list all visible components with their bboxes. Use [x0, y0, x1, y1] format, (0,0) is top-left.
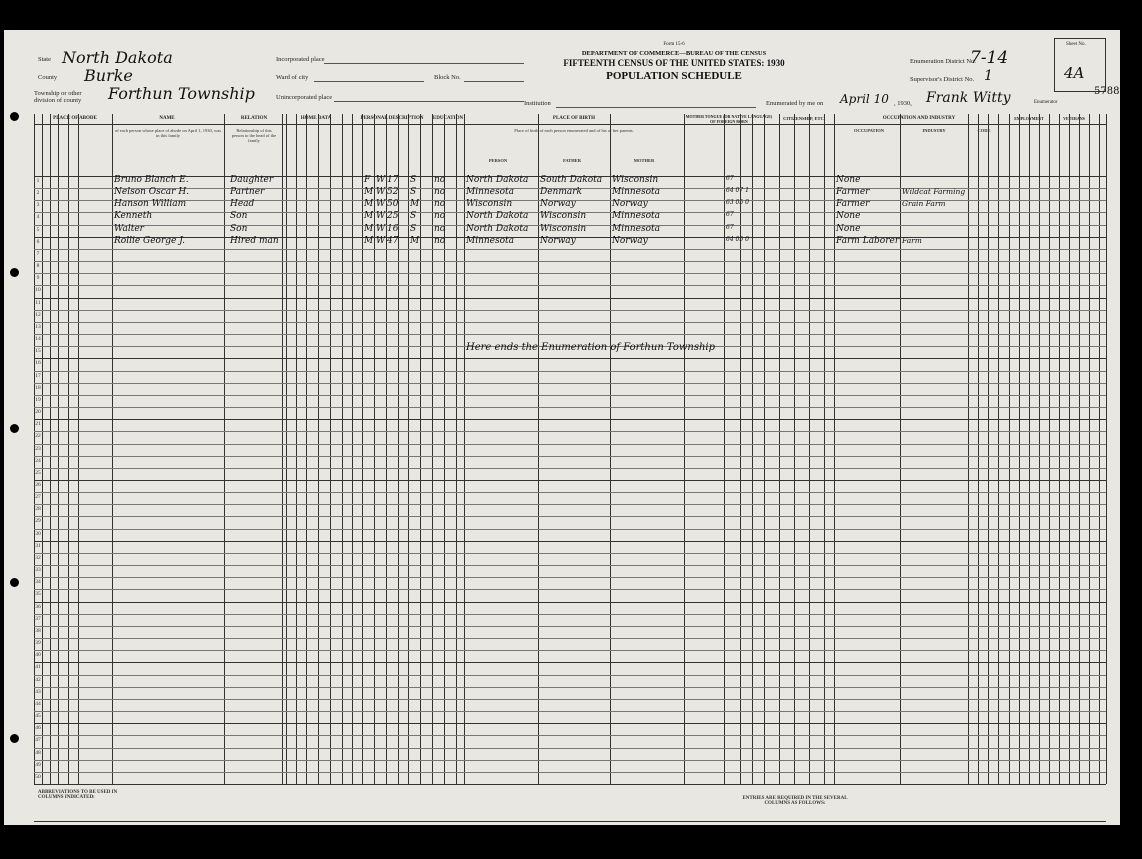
grid-row-line [34, 480, 1106, 481]
grid-column-line [1029, 114, 1030, 784]
row-number: 16 [35, 360, 41, 367]
grid-column-line [282, 114, 283, 784]
grid-column-line [464, 114, 465, 784]
row-number: 33 [35, 567, 41, 574]
grid-column-line [809, 114, 810, 784]
grid-column-line [610, 114, 611, 784]
form-number: Form 15-6 [663, 42, 685, 47]
row-number: 6 [36, 238, 40, 245]
row-number: 4 [36, 214, 40, 221]
grid-column-line [374, 114, 375, 784]
entry-age: 17 [387, 175, 399, 185]
col-mother: MOTHER [633, 158, 655, 163]
grid-row-line [34, 310, 1106, 311]
grid-row-line [34, 650, 1106, 651]
punch-hole [10, 112, 19, 121]
row-number: 19 [35, 396, 41, 403]
row-number: 50 [35, 773, 41, 780]
grid-row-line [34, 407, 1106, 408]
grid-row-line [34, 699, 1106, 700]
county-value: Burke [84, 66, 133, 85]
grid-column-line [1039, 114, 1040, 784]
grid-row-line [34, 626, 1106, 627]
grid-row-line [34, 431, 1106, 432]
grid-column-line [352, 114, 353, 784]
grid-row-line [34, 492, 1106, 493]
entry-relation: Head [230, 199, 255, 210]
page-stamp: 5788 [1094, 86, 1120, 97]
county-label: County [38, 74, 58, 81]
grid-column-line [988, 114, 989, 784]
grid-column-line [420, 114, 421, 784]
group-name: NAME [159, 116, 175, 121]
entry-father-birth: Wisconsin [540, 211, 587, 222]
entry-occupation: None [836, 223, 861, 234]
entry-age: 52 [387, 187, 399, 198]
row-number: 31 [35, 542, 41, 549]
grid-row-line [34, 687, 1106, 688]
row-number: 2 [36, 190, 40, 197]
entry-occupation: Farmer [836, 187, 870, 198]
entry-age: 25 [387, 211, 399, 222]
col-father: FATHER [562, 158, 582, 163]
grid-row-line [34, 334, 1106, 335]
department: DEPARTMENT OF COMMERCE—BUREAU OF THE CENSUS [581, 50, 767, 57]
row-number: 36 [35, 603, 41, 610]
grid-column-line [1009, 114, 1010, 784]
col-occupation: OCCUPATION [853, 128, 885, 133]
grid-row-line [34, 772, 1106, 773]
entry-sex: M [364, 211, 374, 222]
entry-race: W [376, 175, 386, 185]
grid-column-line [978, 114, 979, 784]
grid-column-line [998, 114, 999, 784]
grid-row-line [34, 395, 1106, 396]
sheet-value: 4A [1064, 64, 1085, 82]
entry-school: no [434, 175, 446, 185]
grid-row-line [34, 371, 1106, 372]
grid-column-line [740, 114, 741, 784]
entry-sex: M [364, 187, 374, 198]
state-value: North Dakota [62, 48, 173, 67]
grid-row-line [34, 444, 1106, 445]
grid-row-line [34, 504, 1106, 505]
group-personal: PERSONAL DESCRIPTION [360, 116, 424, 121]
relation-desc: Relationship of this person to the head of the family [231, 128, 277, 143]
schedule-title: POPULATION SCHEDULE [606, 70, 742, 82]
grid-column-line [362, 114, 363, 784]
group-education: EDUCATION [432, 116, 464, 121]
birth-desc: Place of birth of each person enumerated and of his or her parents. [514, 128, 634, 133]
grid-row-line [34, 273, 1106, 274]
entry-occupation: Farmer [836, 199, 870, 210]
row-number: 48 [35, 749, 41, 756]
entry-sex: M [364, 235, 374, 246]
grid-row-line [34, 602, 1106, 603]
row-number: 45 [35, 713, 41, 720]
enum-district-value: 7-14 [970, 48, 1009, 68]
township-value: Forthun Township [108, 84, 255, 103]
col-person: PERSON [488, 158, 508, 163]
row-number: 21 [35, 421, 41, 428]
row-number: 10 [35, 287, 41, 294]
entry-relation: Son [230, 223, 248, 234]
incorporated-label: Incorporated place [276, 56, 325, 63]
year-suffix: , 1930, [894, 100, 912, 107]
entry-relation: Hired man [230, 235, 279, 246]
grid-column-line [286, 114, 287, 784]
row-number: 1 [36, 178, 40, 184]
row-number: 28 [35, 506, 41, 513]
enumerator-suffix: Enumerator [1034, 100, 1058, 105]
state-label: State [38, 56, 51, 63]
entry-father-birth: South Dakota [540, 175, 603, 185]
grid-column-line [1079, 114, 1080, 784]
row-number: 23 [35, 445, 41, 452]
group-birth: PLACE OF BIRTH [552, 116, 596, 121]
grid-column-line [330, 114, 331, 784]
row-number: 15 [35, 348, 41, 355]
grid-row-line [34, 662, 1106, 663]
entry-mother-birth: Norway [612, 199, 648, 210]
entry-school: no [434, 223, 446, 234]
entry-name: Kenneth [114, 211, 153, 222]
block-label: Block No. [434, 74, 461, 81]
entry-mother-birth: Norway [612, 235, 648, 246]
entry-mother-birth: Wisconsin [612, 175, 659, 185]
row-number: 34 [35, 579, 41, 586]
entry-industry: Wildcat Farming [902, 187, 966, 197]
grid-column-line [1059, 114, 1060, 784]
entry-race: W [376, 187, 386, 198]
entry-school: no [434, 211, 446, 222]
row-number: 12 [35, 311, 41, 318]
row-number: 47 [35, 737, 41, 744]
row-number: 7 [36, 250, 40, 257]
entry-age: 50 [387, 199, 399, 210]
row-number: 8 [36, 263, 40, 270]
group-employment: EMPLOYMENT [1014, 116, 1044, 121]
row-number: 5 [36, 226, 40, 233]
col-industry: INDUSTRY [922, 128, 946, 133]
punch-hole [10, 578, 19, 587]
unincorporated-label: Unincorporated place [276, 94, 333, 101]
punch-hole [10, 268, 19, 277]
grid-column-line [684, 114, 685, 784]
group-home-data: HOME DATA [300, 116, 332, 121]
row-number: 44 [35, 700, 41, 707]
sheet-label: Sheet No. [1066, 42, 1086, 47]
grid-row-line [34, 249, 1106, 250]
entry-race: W [376, 211, 386, 222]
entry-race: W [376, 235, 386, 246]
entry-relation: Son [230, 211, 248, 222]
grid-column-line [456, 114, 457, 784]
enumerated-label: Enumerated by me on [766, 100, 824, 107]
grid-column-line [968, 114, 969, 784]
entry-marital: S [410, 223, 417, 234]
entry-marital: M [410, 199, 420, 210]
entry-marital: S [410, 211, 417, 222]
grid-column-line [306, 114, 307, 784]
punch-hole [10, 734, 19, 743]
entry-father-birth: Denmark [540, 187, 582, 198]
entry-code: 63 05 0 [726, 199, 749, 207]
grid-row-line [34, 298, 1106, 299]
footer-entries: ENTRIES ARE REQUIRED IN THE SEVERAL COLUMNS AS FOLLOWS: [742, 796, 848, 806]
row-number: 29 [35, 518, 41, 525]
entry-relation: Partner [230, 187, 265, 198]
entry-father-birth: Norway [540, 199, 576, 210]
supervisor-label: Supervisor's District No. [910, 76, 975, 83]
row-number: 30 [35, 530, 41, 537]
entry-school: no [434, 187, 446, 198]
entry-occupation: None [836, 211, 861, 222]
row-number: 14 [35, 336, 41, 343]
census-sheet [4, 30, 1120, 825]
entry-age: 16 [387, 223, 399, 234]
grid-row-line [34, 748, 1106, 749]
row-number: 42 [35, 676, 41, 683]
entry-father-birth: Wisconsin [540, 223, 587, 234]
entry-industry: Grain Farm [902, 199, 946, 209]
grid-row-line [34, 589, 1106, 590]
entry-birth: Wisconsin [466, 199, 513, 210]
grid-column-line [1106, 114, 1107, 784]
grid-column-line [900, 114, 901, 784]
entry-birth: Minnesota [466, 187, 515, 198]
grid-row-line [34, 760, 1106, 761]
grid-column-line [1019, 114, 1020, 784]
grid-row-line [34, 711, 1106, 712]
entry-code: 67 [726, 175, 734, 182]
row-number: 40 [35, 652, 41, 659]
name-desc: of each person whose place of abode on April 1, 1930, was in this family [114, 128, 222, 138]
grid-column-line [318, 114, 319, 784]
row-number: 18 [35, 384, 41, 391]
grid-row-line [34, 322, 1106, 323]
row-number: 32 [35, 554, 41, 561]
grid-column-line [432, 114, 433, 784]
col-code: CODE [977, 128, 991, 133]
entry-mother-birth: Minnesota [612, 211, 661, 222]
row-number: 20 [35, 409, 41, 416]
grid-column-line [1049, 114, 1050, 784]
grid-column-line [752, 114, 753, 784]
grid-row-line [34, 456, 1106, 457]
row-number: 26 [35, 482, 41, 488]
grid-column-line [1069, 114, 1070, 784]
grid-column-line [112, 114, 113, 784]
enumerated-date: April 10 [840, 92, 889, 106]
entry-sex: M [364, 199, 374, 210]
entry-occupation: None [836, 175, 861, 185]
entry-name: Walter [114, 223, 144, 234]
grid-row-line [34, 285, 1106, 286]
row-number: 38 [35, 627, 41, 634]
grid-row-line [34, 723, 1106, 724]
grid-row-line [34, 675, 1106, 676]
row-number: 3 [36, 202, 40, 209]
grid-column-line [1099, 114, 1100, 784]
grid-row-line [34, 541, 1106, 542]
grid-column-line [58, 114, 59, 784]
enum-district-label: Enumeration District No. [910, 58, 976, 65]
row-number: 37 [35, 615, 41, 622]
grid-column-line [724, 114, 725, 784]
entry-name: Nelson Oscar H. [114, 187, 190, 198]
grid-row-line [34, 261, 1106, 262]
entry-birth: North Dakota [466, 223, 529, 234]
entry-code: 64 07 1 [726, 187, 749, 195]
grid-column-line [224, 114, 225, 784]
row-number: 39 [35, 640, 41, 647]
punch-hole [10, 424, 19, 433]
entry-mother-birth: Minnesota [612, 187, 661, 198]
grid-column-line [50, 114, 51, 784]
grid-row-line [34, 468, 1106, 469]
grid-column-line [824, 114, 825, 784]
grid-row-line [34, 383, 1106, 384]
entry-code: 64 05 0 [726, 235, 749, 243]
entry-name: Rollie George J. [114, 235, 185, 246]
row-number: 49 [35, 761, 41, 768]
entry-code: 67 [726, 211, 734, 219]
township-label: Township or other division of county [34, 90, 82, 104]
entry-school: no [434, 199, 446, 210]
entry-occupation: Farm Laborer [836, 235, 900, 246]
supervisor-value: 1 [984, 68, 993, 84]
row-number: 27 [35, 494, 41, 501]
grid-row-line [34, 529, 1106, 530]
row-number: 17 [35, 372, 41, 379]
group-occupation: OCCUPATION AND INDUSTRY [882, 116, 956, 121]
entry-marital: M [410, 235, 420, 246]
grid-column-line [408, 114, 409, 784]
grid-column-line [794, 114, 795, 784]
entry-race: W [376, 223, 386, 234]
entry-race: W [376, 199, 386, 210]
entry-school: no [434, 235, 446, 246]
row-number: 41 [35, 664, 41, 671]
row-number: 46 [35, 725, 41, 732]
grid-row-line [34, 577, 1106, 578]
entry-code: 67 [726, 223, 734, 231]
institution-label: Institution [524, 100, 551, 107]
grid-column-line [342, 114, 343, 784]
entry-name: Bruno Blanch E. [114, 175, 189, 185]
grid-column-line [68, 114, 69, 784]
row-number: 24 [35, 457, 41, 464]
entry-sex: M [364, 223, 374, 234]
group-veterans: VETERANS [1063, 116, 1085, 121]
footer-abbrev: ABBREVIATIONS TO BE USED IN COLUMNS INDICATED: [38, 790, 118, 800]
grid-row-line [34, 638, 1106, 639]
end-note: Here ends the Enumeration of Forthun Township [466, 342, 716, 353]
grid-column-line [764, 114, 765, 784]
entry-relation: Daughter [230, 175, 274, 185]
group-place-of-abode: PLACE OF ABODE [53, 116, 97, 121]
entry-age: 47 [387, 235, 399, 246]
grid-column-line [779, 114, 780, 784]
grid-row-line [34, 565, 1106, 566]
grid-column-line [538, 114, 539, 784]
entry-birth: North Dakota [466, 175, 529, 185]
grid-row-line [34, 735, 1106, 736]
row-number: 22 [35, 433, 41, 440]
entry-industry: Farm [902, 235, 922, 245]
grid-row-line [34, 516, 1106, 517]
grid-row-line [34, 614, 1106, 615]
schedule-grid [34, 114, 1106, 784]
row-number: 13 [35, 323, 41, 330]
row-number: 35 [35, 591, 41, 598]
group-mother-tongue: MOTHER TONGUE (OR NATIVE LANGUAGE) OF FOREIGN BORN [685, 114, 773, 124]
entry-father-birth: Norway [540, 235, 576, 246]
grid-column-line [296, 114, 297, 784]
row-number: 25 [35, 469, 41, 476]
grid-column-line [1089, 114, 1090, 784]
row-number: 9 [36, 275, 40, 282]
grid-row-line [34, 419, 1106, 420]
census-title: FIFTEENTH CENSUS OF THE UNITED STATES: 1930 [563, 58, 785, 68]
entry-birth: Minnesota [466, 235, 515, 246]
grid-column-line [78, 114, 79, 784]
entry-mother-birth: Minnesota [612, 223, 661, 234]
group-relation: RELATION [240, 116, 268, 121]
ward-label: Ward of city [276, 74, 309, 81]
row-number: 43 [35, 688, 41, 695]
entry-marital: S [410, 175, 417, 185]
entry-name: Hanson William [114, 199, 187, 210]
grid-row-line [34, 358, 1106, 359]
grid-row-line [34, 553, 1106, 554]
grid-column-line [834, 114, 835, 784]
entry-sex: F [364, 175, 371, 185]
row-number: 11 [35, 299, 41, 306]
footer-box [34, 784, 1106, 822]
entry-marital: S [410, 187, 417, 198]
entry-birth: North Dakota [466, 211, 529, 222]
group-citizenship: CITIZENSHIP, ETC. [783, 116, 825, 121]
enumerator-name: Frank Witty [926, 90, 1011, 106]
